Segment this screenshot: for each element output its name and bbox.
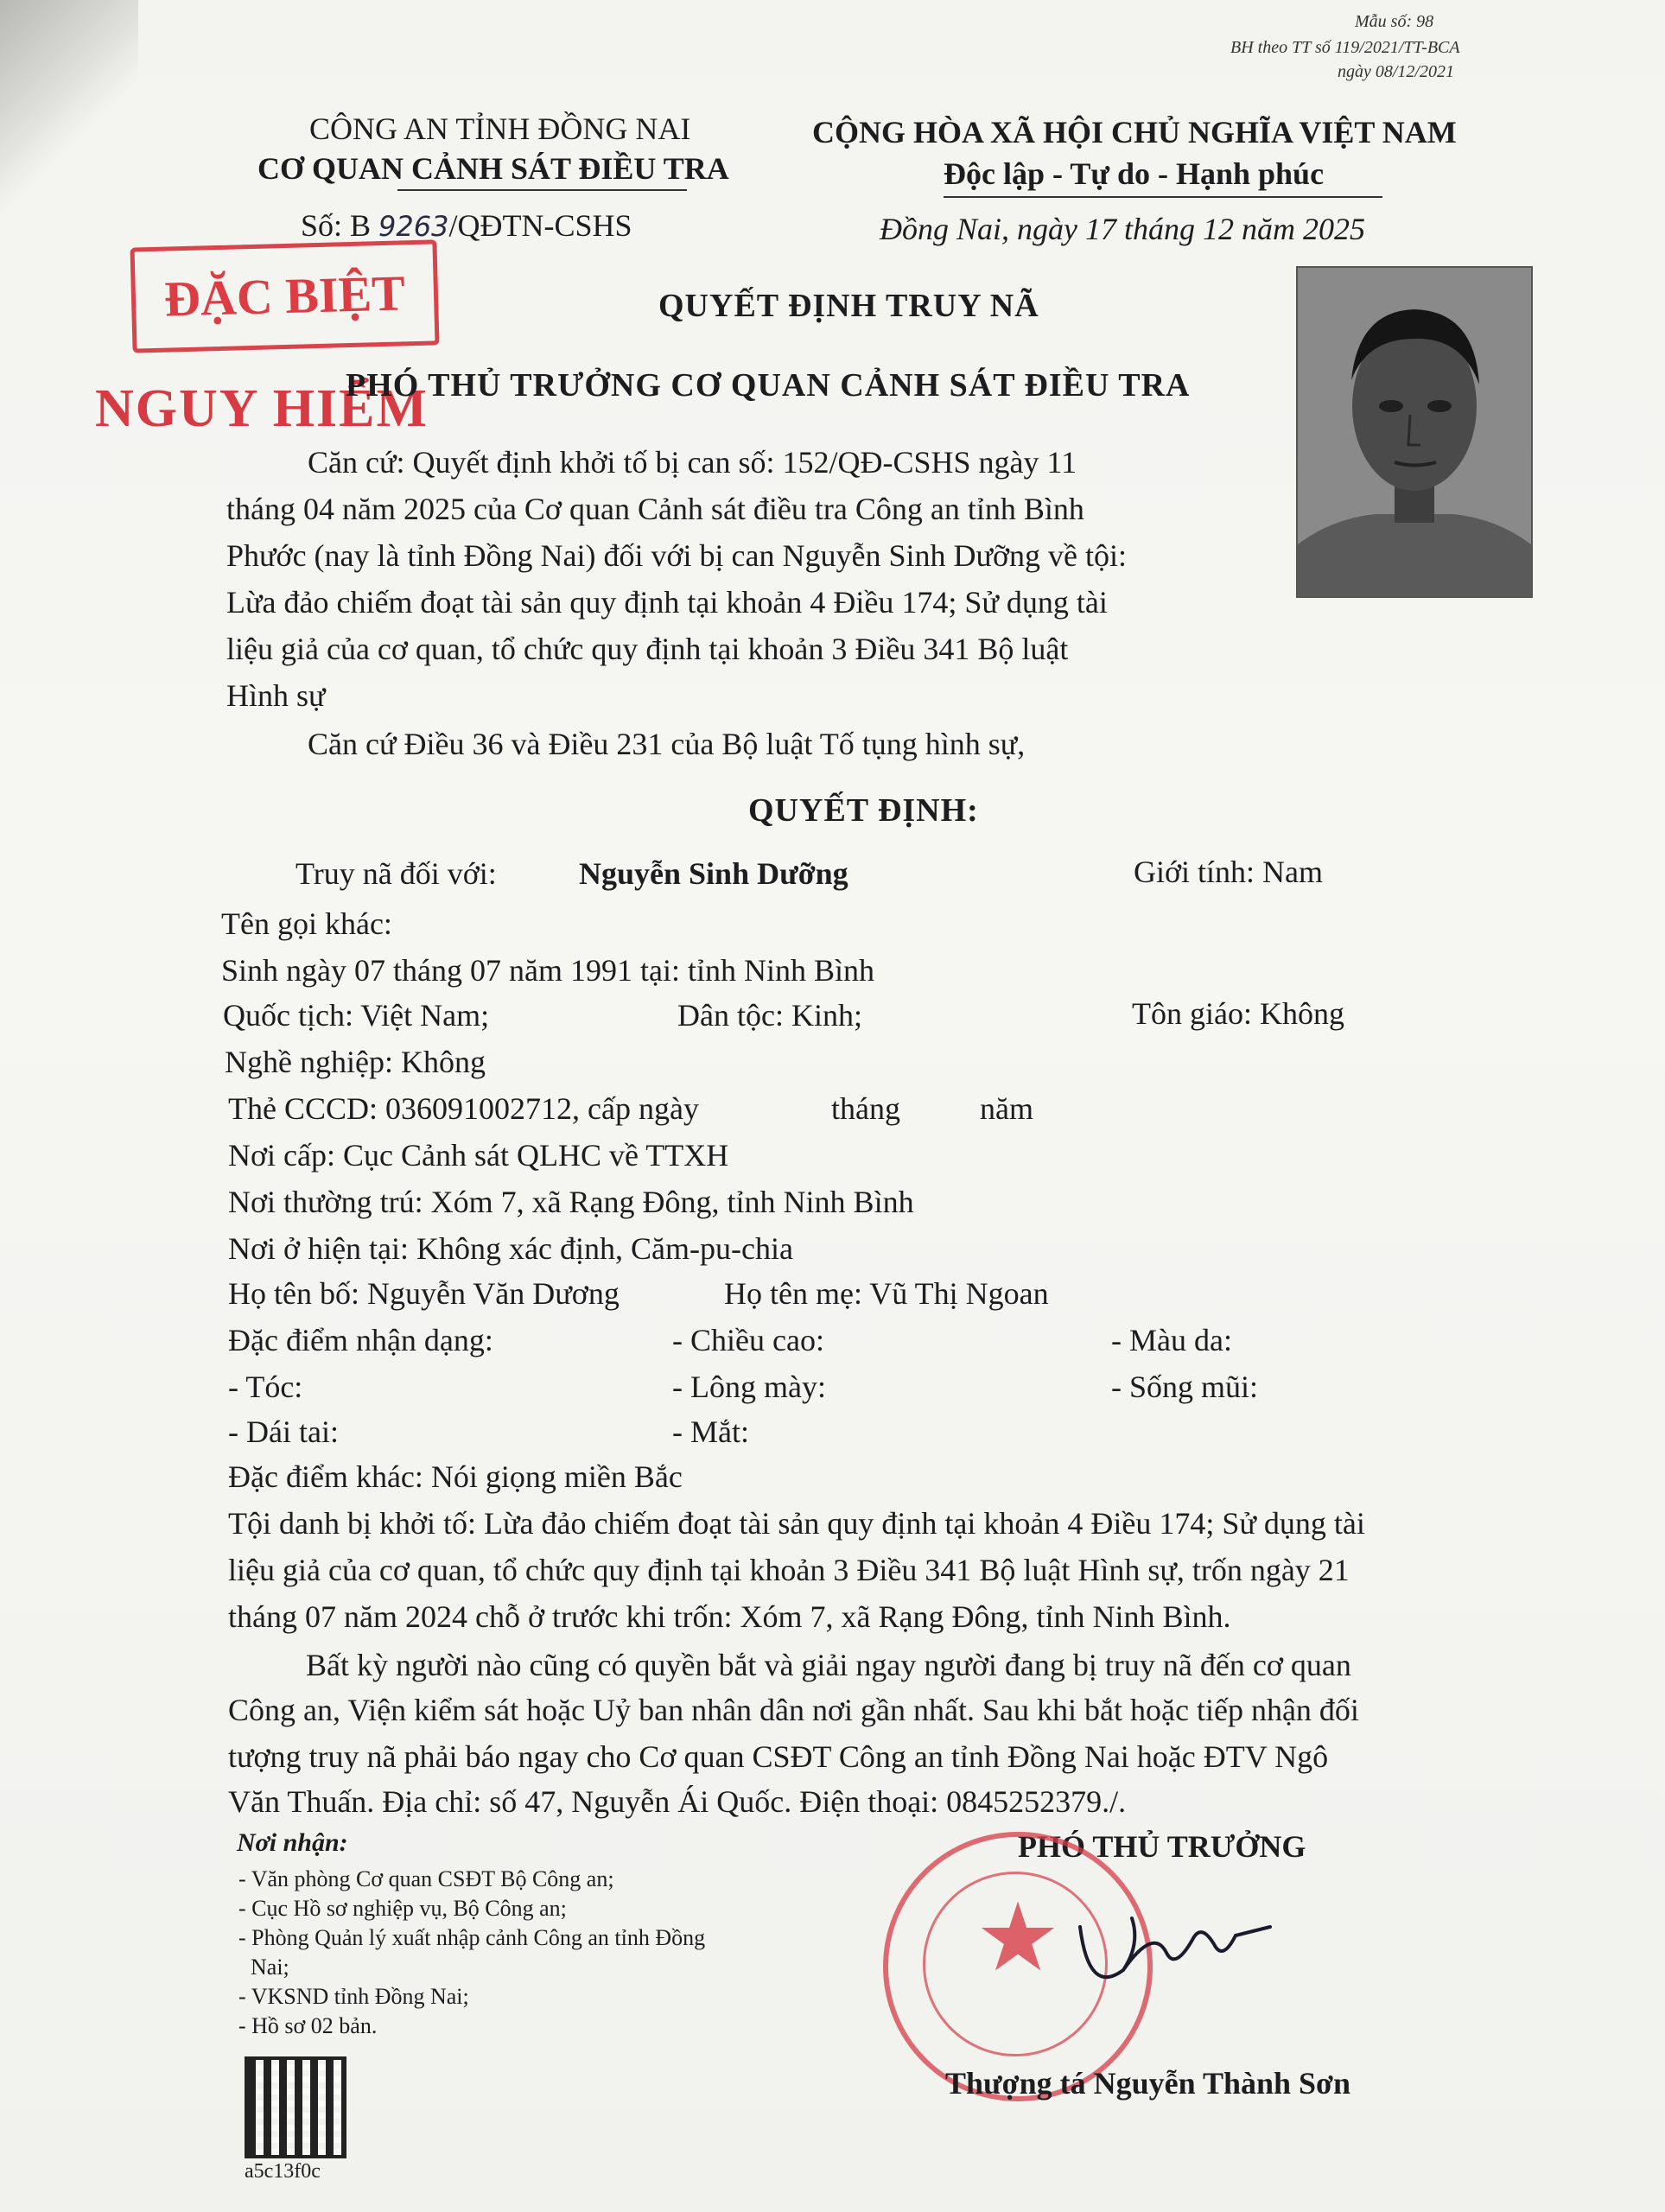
basis-line-4: Lừa đảo chiếm đoạt tài sản quy định tại khoản 4 Điều 174; Sử dụng tài	[226, 585, 1108, 620]
basis-line-3: Phước (nay là tỉnh Đồng Nai) đối với bị can Nguyễn Sinh Dưỡng về tội:	[226, 538, 1127, 573]
id-card: Thẻ CCCD: 036091002712, cấp ngày	[228, 1091, 699, 1126]
qr-code-text: a5c13f0c	[245, 2160, 321, 2183]
dangerous-stamp: NGUY HIỂM	[95, 379, 429, 438]
suspect-photo	[1296, 266, 1533, 598]
page-fold-shadow	[0, 0, 138, 225]
agency-investigation: CƠ QUAN CẢNH SÁT ĐIỀU TRA	[257, 151, 729, 186]
recipient-item: Nai;	[251, 1955, 289, 1980]
number-suffix: /QĐTN-CSHS	[448, 208, 632, 243]
recipients-list	[238, 1865, 705, 2041]
charges-line-2: liệu giả của cơ quan, tổ chức quy định tại khoản 3 Điều 341 Bộ luật Hình sự, trốn ngày 21	[228, 1553, 1350, 1587]
notice-line-3: tượng truy nã phải báo ngay cho Cơ quan CSĐT Công an tỉnh Đồng Nai hoặc ĐTV Ngô	[228, 1739, 1329, 1774]
document-title: QUYẾT ĐỊNH TRUY NÃ	[658, 288, 1039, 324]
feature-skin: - Màu da:	[1111, 1323, 1232, 1357]
recipient-item: - Cục Hồ sơ nghiệp vụ, Bộ Công an;	[238, 1896, 567, 1921]
basis-line-5: liệu giả của cơ quan, tổ chức quy định tại khoản 3 Điều 341 Bộ luật	[226, 632, 1069, 666]
recipient-item: - Hồ sơ 02 bản.	[238, 2013, 378, 2038]
issuer-title: PHÓ THỦ TRƯỞNG CƠ QUAN CẢNH SÁT ĐIỀU TRA	[346, 367, 1191, 404]
national-motto: Độc lập - Tự do - Hạnh phúc	[944, 156, 1325, 191]
motto-underline	[944, 196, 1382, 198]
nation-name: CỘNG HÒA XÃ HỘI CHỦ NGHĨA VIỆT NAM	[812, 115, 1457, 149]
place-date: Đồng Nai, ngày 17 tháng 12 năm 2025	[880, 212, 1365, 246]
features-label: Đặc điểm nhận dạng:	[228, 1323, 493, 1357]
feature-ears: - Dái tai:	[228, 1414, 339, 1449]
notice-line-2: Công an, Viện kiểm sát hoặc Uỷ ban nhân dân nơi gần nhất. Sau khi bắt hoặc tiếp nhận đối	[228, 1693, 1359, 1727]
signer-position: PHÓ THỦ TRƯỞNG	[1018, 1829, 1306, 1864]
charges-line-3: tháng 07 năm 2024 chỗ ở trước khi trốn: Xóm 7, xã Rạng Đông, tỉnh Ninh Bình.	[228, 1599, 1231, 1634]
mother-name: Họ tên mẹ: Vũ Thị Ngoan	[724, 1276, 1049, 1311]
basis-line-1: Căn cứ: Quyết định khởi tố bị can số: 152/QĐ-CSHS ngày 11	[308, 445, 1077, 480]
notice-line-4: Văn Thuấn. Địa chỉ: số 47, Nguyễn Ái Quốc. Điện thoại: 0845252379./.	[228, 1784, 1127, 1819]
recipient-item: - VKSND tỉnh Đồng Nai;	[238, 1984, 469, 2009]
suspect-name: Nguyễn Sinh Dưỡng	[579, 856, 848, 891]
ethnicity: Dân tộc: Kinh;	[677, 998, 862, 1033]
qr-code-icon	[245, 2056, 346, 2158]
gender: Giới tính: Nam	[1134, 855, 1324, 889]
form-ref-line2: BH theo TT số 119/2021/TT-BCA	[1230, 38, 1460, 57]
signer-name: Thượng tá Nguyễn Thành Sơn	[945, 2066, 1351, 2101]
wanted-label: Truy nã đối với:	[296, 856, 497, 891]
notice-line-1: Bất kỳ người nào cũng có quyền bắt và giải ngay người đang bị truy nã đến cơ quan	[306, 1648, 1351, 1682]
number-handwritten: 9263	[378, 210, 449, 243]
current-address: Nơi ở hiện tại: Không xác định, Căm-pu-chia	[228, 1231, 793, 1266]
feature-nose: - Sống mũi:	[1111, 1370, 1259, 1404]
father-name: Họ tên bố: Nguyễn Văn Dương	[228, 1276, 620, 1311]
basis-line-2: tháng 04 năm 2025 của Cơ quan Cảnh sát điều tra Công an tỉnh Bình	[226, 492, 1084, 526]
id-year: năm	[980, 1091, 1033, 1126]
occupation: Nghề nghiệp: Không	[225, 1045, 486, 1079]
basis-procedure: Căn cứ Điều 36 và Điều 231 của Bộ luật Tố tụng hình sự,	[308, 727, 1026, 761]
birth-info: Sinh ngày 07 tháng 07 năm 1991 tại: tỉnh Ninh Bình	[221, 953, 874, 988]
suspect-portrait-icon	[1298, 268, 1531, 596]
permanent-address: Nơi thường trú: Xóm 7, xã Rạng Đông, tỉnh Ninh Bình	[228, 1185, 914, 1219]
feature-height: - Chiều cao:	[672, 1323, 824, 1357]
form-ref-line3: ngày 08/12/2021	[1338, 62, 1454, 81]
document-number	[301, 207, 632, 244]
recipient-item: - Văn phòng Cơ quan CSĐT Bộ Công an;	[238, 1866, 614, 1891]
decision-heading: QUYẾT ĐỊNH:	[748, 792, 979, 829]
issued-by: Nơi cấp: Cục Cảnh sát QLHC về TTXH	[228, 1138, 729, 1173]
basis-line-6: Hình sự	[226, 678, 326, 713]
feature-hair: - Tóc:	[228, 1370, 303, 1404]
agency-provincial: CÔNG AN TỈNH ĐỒNG NAI	[309, 111, 691, 146]
seal-star-icon: ★	[975, 1885, 1061, 1991]
number-prefix: Số: B	[301, 208, 372, 243]
id-month: tháng	[831, 1091, 900, 1126]
feature-eyebrows: - Lông mày:	[672, 1370, 826, 1404]
nationality: Quốc tịch: Việt Nam;	[223, 998, 490, 1033]
recipients-label: Nơi nhận:	[237, 1828, 348, 1857]
charges-line-1: Tội danh bị khởi tố: Lừa đảo chiếm đoạt tài sản quy định tại khoản 4 Điều 174; Sử dụng tài	[228, 1506, 1365, 1541]
signature-icon	[1071, 1892, 1287, 1996]
special-stamp: ĐẶC BIỆT	[130, 239, 439, 353]
recipient-item: - Phòng Quản lý xuất nhập cảnh Công an tỉnh Đồng	[238, 1925, 706, 1950]
feature-eyes: - Mắt:	[672, 1414, 749, 1449]
religion: Tôn giáo: Không	[1132, 996, 1344, 1031]
form-ref-line1: Mẫu số: 98	[1355, 12, 1434, 31]
alias: Tên gọi khác:	[221, 906, 392, 941]
agency-underline	[397, 189, 687, 191]
other-features: Đặc điểm khác: Nói giọng miền Bắc	[228, 1459, 683, 1494]
